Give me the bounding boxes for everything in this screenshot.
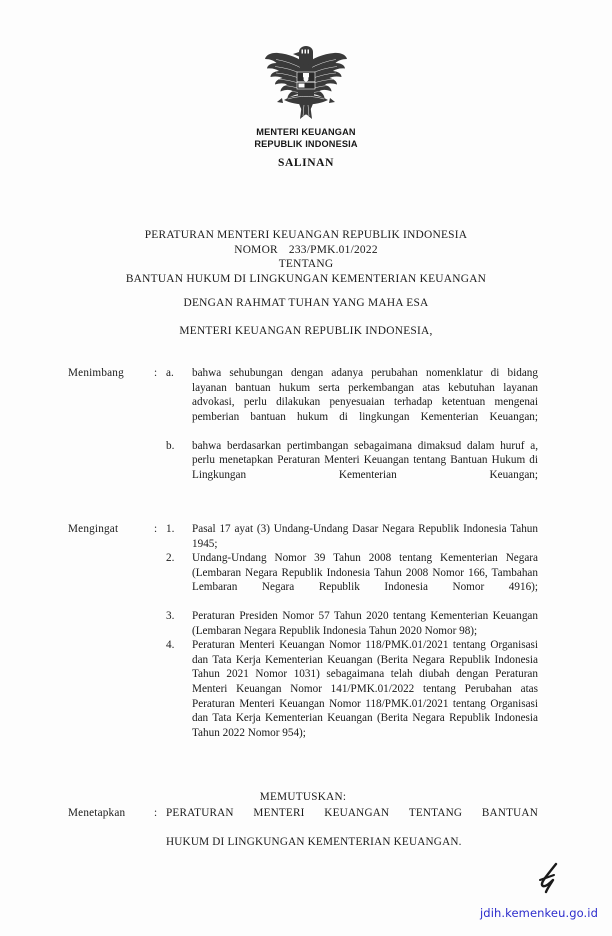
authority-line: MENTERI KEUANGAN REPUBLIK INDONESIA, [179,325,433,337]
list-item [166,439,538,497]
menetapkan-text [166,806,538,850]
title-line-tentang: TENTANG [278,258,334,271]
ministry-name [0,127,612,150]
menetapkan-label: Menetapkan [68,807,126,819]
copy-stamp: SALINAN [278,157,334,170]
title-line-1: PERATURAN MENTERI KEUANGAN REPUBLIK INDONESIA [144,229,468,241]
item-marker: 3. [166,610,175,623]
menimbang-label: Menimbang [68,367,124,379]
list-item [166,638,538,740]
item-text: Undang-Undang Nomor 39 Tahun 2008 tentang Kementerian Negara (Lembaran Negara Republik Indonesia Tahun 2008 Nomor 166, Tambahan Lembaran Negara Republik Indonesia Nomor 4916); [192,552,538,594]
item-text: bahwa berdasarkan pertimbangan sebagaimana dimaksud dalam huruf a, perlu menetapkan Peraturan Menteri Keuangan tentang Bantuan Hukum di Lingkungan Kementerian Keuangan; [192,439,538,481]
handwritten-initial-mark [536,861,566,895]
item-text: bahwa sehubungan dengan adanya perubahan nomenklatur di bidang layanan bantuan hukum serta perkembangan atas kebutuhan layanan advokasi, perlu dilakukan penyesuaian terhadap ketentuan mengenai pemberian bantuan hukum di lingkungan Kementerian Keuangan; [192,367,538,423]
mengingat-section [68,522,538,740]
jdih-watermark[interactable]: jdih.kemenkeu.go.id [480,906,598,920]
item-marker: 2. [166,552,175,565]
document-title [76,228,536,286]
mengingat-items [166,522,538,740]
memutuskan-heading: MEMUTUSKAN: [259,791,347,803]
nomor-value: 233/PMK.01/2022 [288,243,378,256]
item-text: Peraturan Presiden Nomor 57 Tahun 2020 tentang Kementerian Keuangan (Lembaran Negara Republik Indonesia Tahun 2020 Nomor 98); [192,610,538,637]
item-marker: 4. [166,639,175,652]
document-header [0,44,612,169]
menimbang-section [68,366,538,497]
ministry-line-2: REPUBLIK INDONESIA [254,138,358,149]
ministry-line-1: MENTERI KEUANGAN [256,127,356,137]
menetapkan-line-1: PERATURAN MENTERI KEUANGAN TENTANG BANTUAN [166,807,538,819]
menetapkan-section [68,806,538,850]
menimbang-colon: : [154,367,158,379]
document-number [234,243,378,258]
title-line-subject: BANTUAN HUKUM DI LINGKUNGAN KEMENTERIAN KEUANGAN [125,272,487,285]
menetapkan-line-2: HUKUM DI LINGKUNGAN KEMENTERIAN KEUANGAN. [166,836,462,849]
menetapkan-colon: : [154,807,158,819]
item-marker: a. [166,367,174,379]
list-item [166,609,538,638]
blessing-line: DENGAN RAHMAT TUHAN YANG MAHA ESA [183,297,429,309]
list-item [166,522,538,551]
item-marker: b. [166,439,175,452]
mengingat-label: Mengingat [68,523,119,535]
item-marker: 1. [166,523,175,535]
garuda-pancasila-emblem [264,44,348,120]
nomor-label: NOMOR [234,243,278,256]
list-item [166,366,538,439]
item-text: Peraturan Menteri Keuangan Nomor 118/PMK.01/2021 tentang Organisasi dan Tata Kerja Kementerian Keuangan (Berita Negara Republik Indonesia Tahun 2021 Nomor 1031) sebagaimana telah diubah dengan Peraturan Menteri Keuangan Nomor 141/PMK.01/2022 tentang Perubahan atas Peraturan Menteri Keuangan Nomor 118/PMK.01/2021 tentang Organisasi dan Tata Kerja Kementerian Keuangan (Berita Negara Republik Indonesia Tahun 2022 Nomor 954); [192,639,538,739]
item-text: Pasal 17 ayat (3) Undang-Undang Dasar Negara Republik Indonesia Tahun 1945; [192,523,538,550]
list-item [166,551,538,609]
mengingat-colon: : [154,523,158,535]
menimbang-items [166,366,538,497]
